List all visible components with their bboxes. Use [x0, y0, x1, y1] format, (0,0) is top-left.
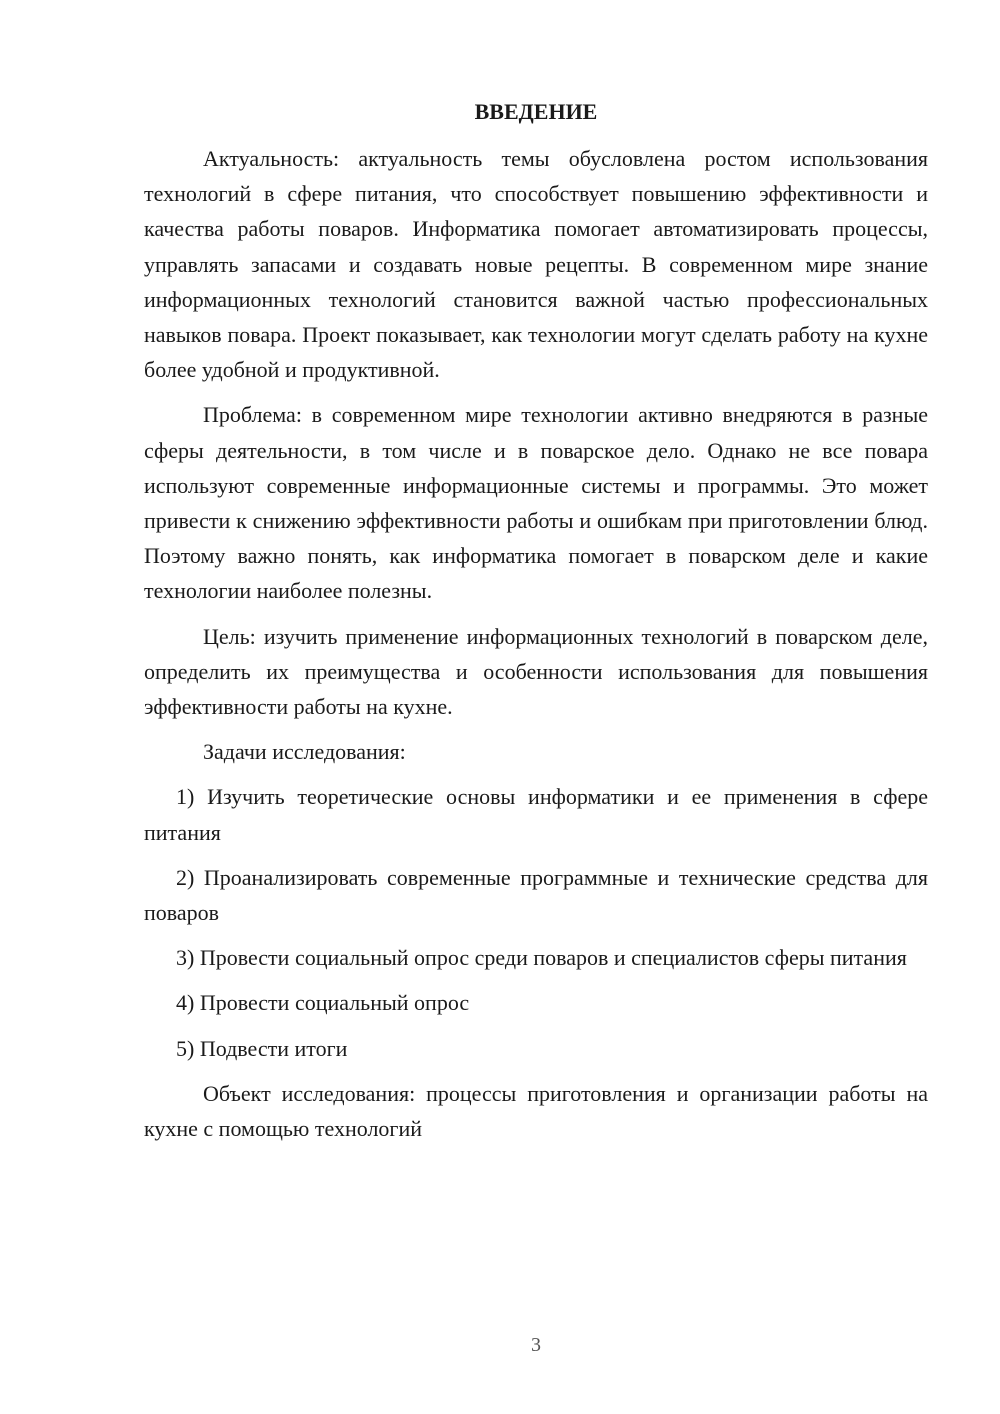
- task-item-3: 3) Провести социальный опрос среди поваров и специалистов сферы питания: [176, 945, 907, 971]
- paragraph-tasks-title: Задачи исследования:: [203, 739, 406, 765]
- task-item-4: 4) Провести социальный опрос: [176, 990, 470, 1016]
- task-item-5: 5) Подвести итоги: [176, 1035, 348, 1061]
- paragraph-object: Объект исследования: процессы приготовления и организации работы на кухне с помощью технологий: [144, 1080, 928, 1142]
- page-number: 3: [531, 1334, 541, 1356]
- paragraph-goal: Цель: изучить применение информационных технологий в поварском деле, определить их преимущества и особенности использования для повышения эффективности работы на кухне.: [144, 623, 928, 720]
- document-page: [144, 94, 928, 1156]
- paragraph-problem: Проблема: в современном мире технологии активно внедряются в разные сферы деятельности, в том числе и в поварское дело. Однако не все повара используют современные информационные системы и программы. Это может привести к снижению эффективности работы и ошибкам при приготовлении блюд. Поэтому важно понять, как информатика помогает в поварском деле и какие технологии наиболее полезны.: [144, 402, 928, 604]
- task-item-1: 1) Изучить теоретические основы информатики и ее применения в сфере питания: [144, 784, 928, 845]
- task-item-2: 2) Проанализировать современные программные и технические средства для поваров: [144, 864, 928, 926]
- paragraph-relevance: Актуальность: актуальность темы обусловлена ростом использования технологий в сфере питания, что способствует повышению эффективности и качества работы поваров. Информатика помогает автоматизировать процессы, управлять запасами и создавать новые рецепты. В современном мире знание информационных технологий становится важной частью профессиональных навыков повара. Проект показывает, как технологии могут сделать работу на кухне более удобной и продуктивной.: [144, 146, 928, 383]
- section-heading: ВВЕДЕНИЕ: [474, 99, 598, 124]
